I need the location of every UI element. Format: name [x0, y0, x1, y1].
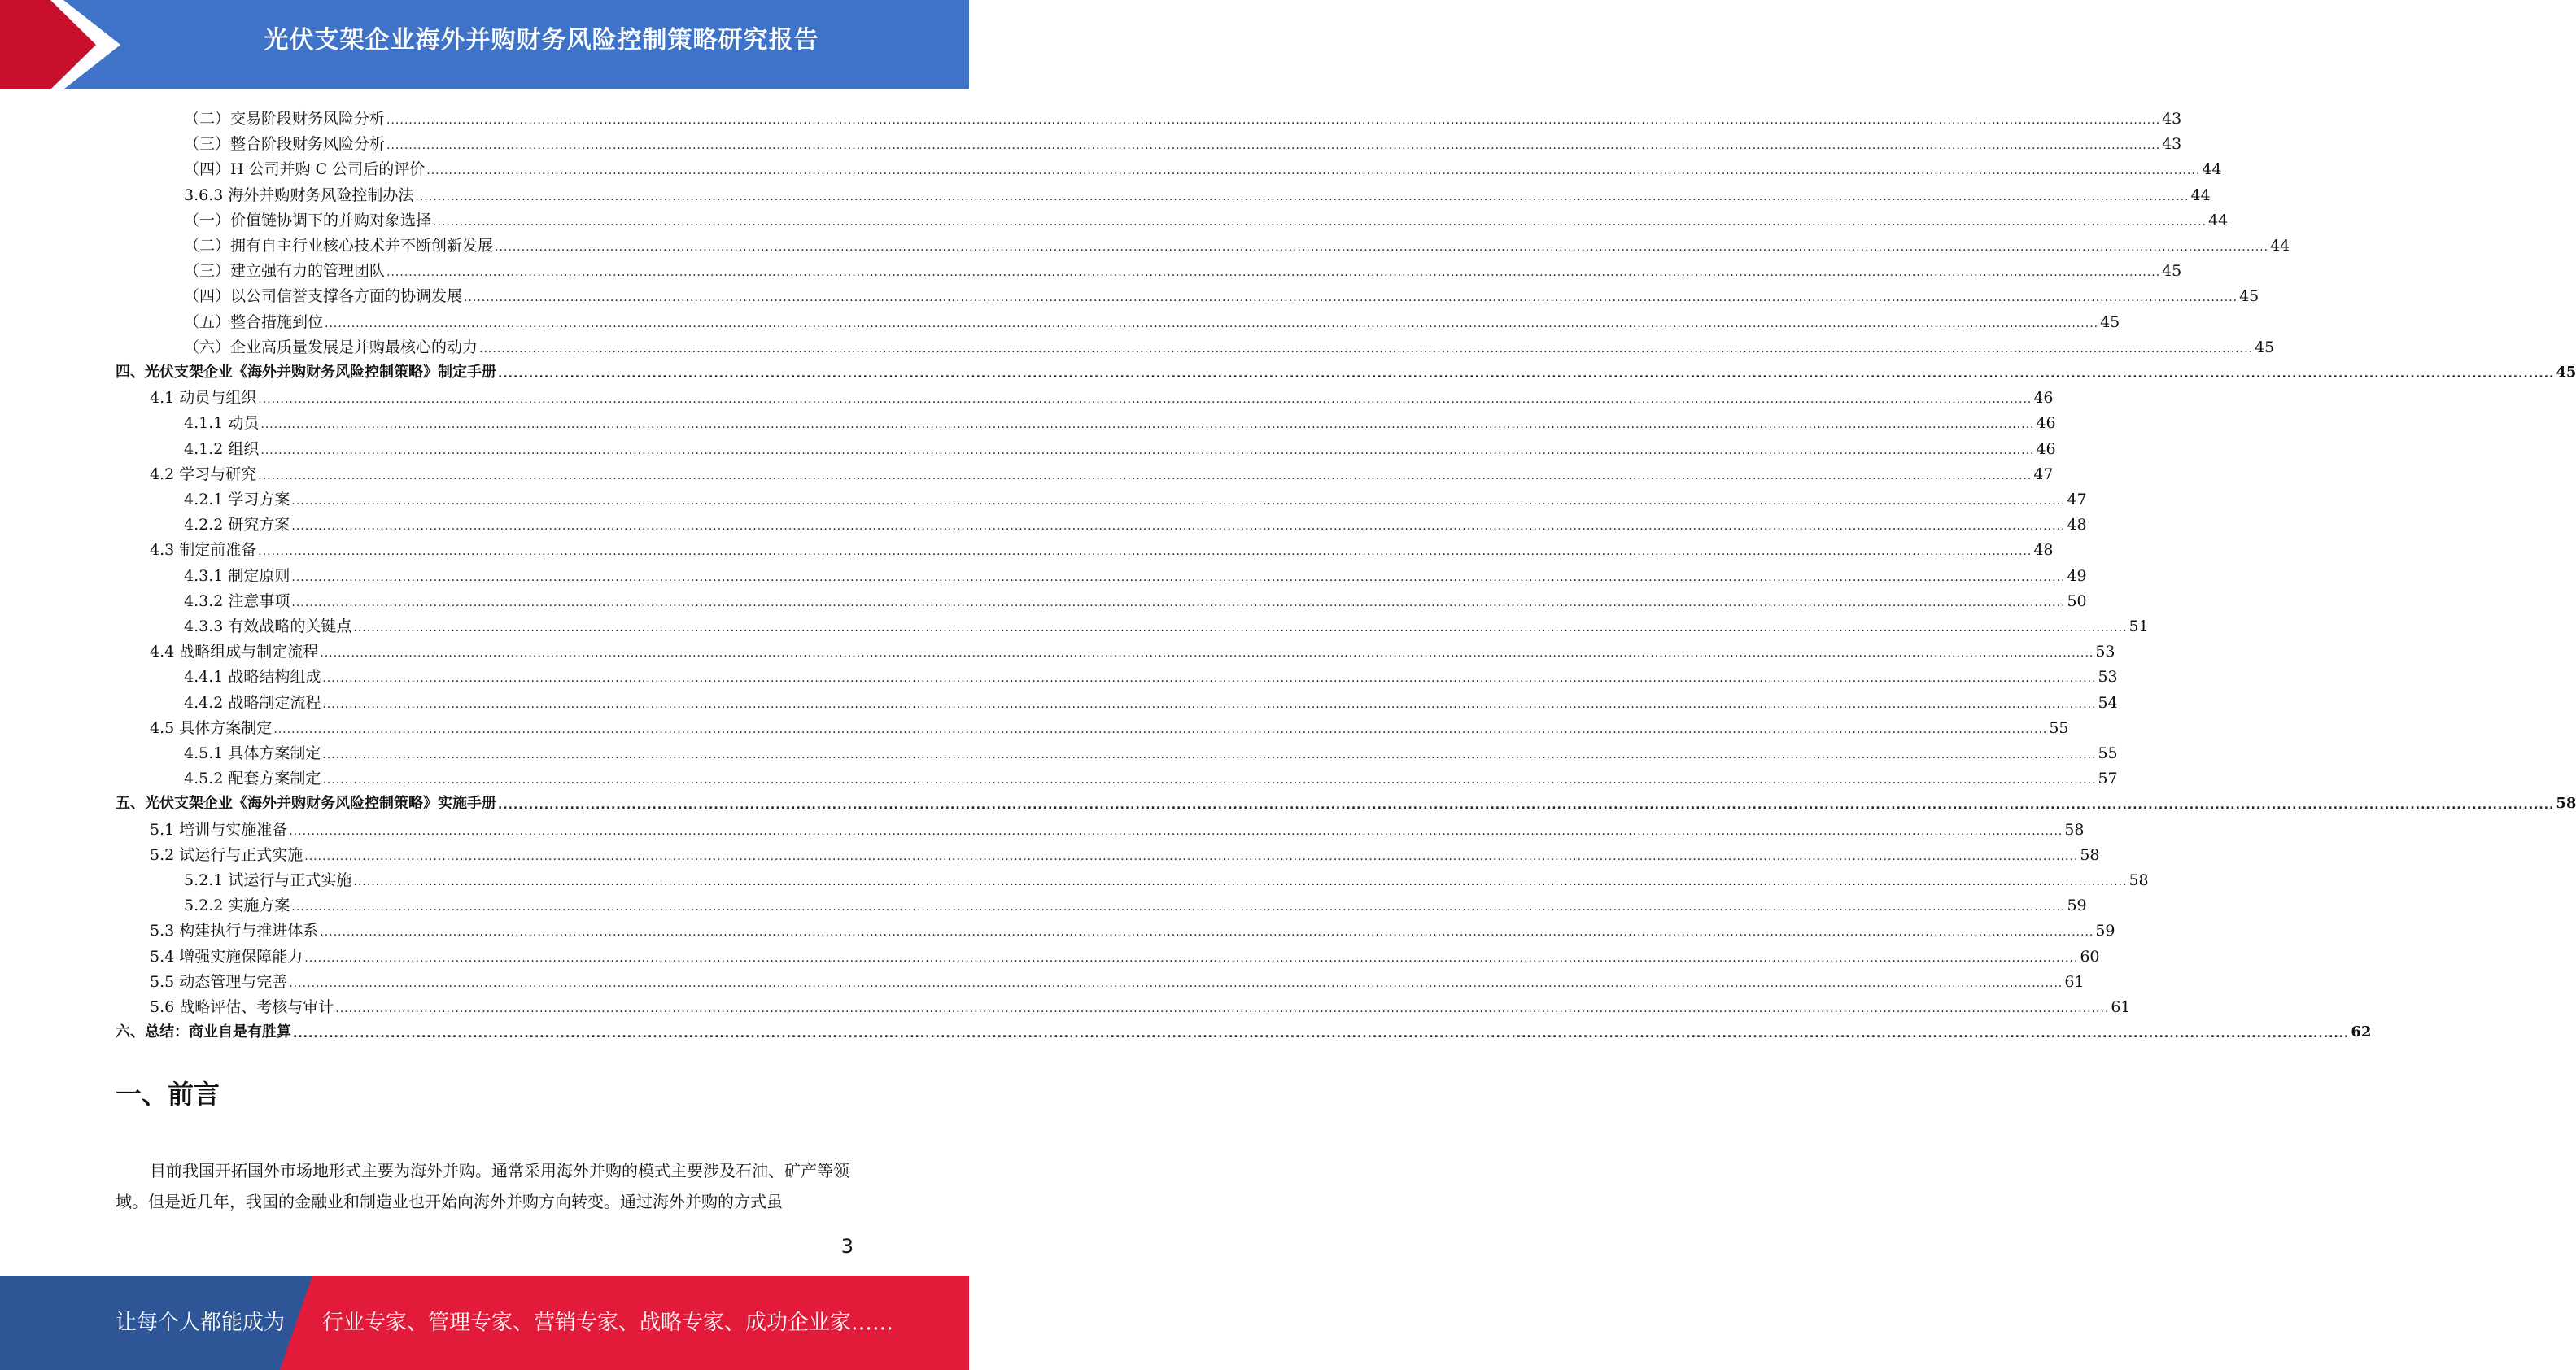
toc-entry[interactable]: [184, 739, 2118, 764]
toc-entry-title: 4.3.1 制定原则: [184, 567, 290, 585]
toc-entry-title: 4.4.2 战略制定流程: [184, 694, 321, 712]
toc-dot-leader: ................................................................................................................................................................................................................................................................................................................................................................................................................: [291, 596, 2066, 609]
page-number: 3: [840, 1235, 854, 1258]
footer-slogan-left: 让每个人都能成为: [116, 1311, 286, 1335]
toc-entry-page: 47: [2033, 465, 2054, 483]
toc-dot-leader: ................................................................................................................................................................................................................................................................................................................................................................................................................: [258, 545, 2032, 558]
toc-dot-leader: ................................................................................................................................................................................................................................................................................................................................................................................................................: [386, 114, 2161, 127]
toc-entry-title: 4.4.1 战略结构组成: [184, 668, 321, 686]
toc-entry-page: 44: [2208, 212, 2229, 229]
toc-entry-page: 44: [2202, 160, 2222, 178]
toc-dot-leader: ................................................................................................................................................................................................................................................................................................................................................................................................................: [260, 444, 2035, 457]
toc-dot-leader: ................................................................................................................................................................................................................................................................................................................................................................................................................: [498, 368, 2555, 381]
toc-entry[interactable]: [184, 866, 2149, 891]
document-title: 光伏支架企业海外并购财务风险控制策略研究报告: [264, 26, 819, 55]
toc-entry-title: （四）H 公司并购 C 公司后的评价: [184, 160, 426, 178]
toc-entry-title: 4.1.2 组织: [184, 440, 260, 458]
toc-entry-title: 4.2.1 学习方案: [184, 491, 290, 508]
toc-entry-title: 六、总结：商业自是有胜算: [116, 1023, 291, 1041]
toc-dot-leader: ................................................................................................................................................................................................................................................................................................................................................................................................................: [258, 393, 2032, 406]
toc-entry-title: 5.2.1 试运行与正式实施: [184, 871, 352, 889]
toc-entry-title: 5.6 战略评估、考核与审计: [150, 998, 334, 1016]
toc-entry[interactable]: [184, 129, 2182, 155]
chevron-arrow-icon: [0, 0, 130, 89]
toc-entry[interactable]: [184, 764, 2118, 789]
toc-dot-leader: ................................................................................................................................................................................................................................................................................................................................................................................................................: [386, 139, 2161, 152]
toc-entry[interactable]: [116, 358, 2576, 383]
toc-entry[interactable]: [150, 942, 2100, 967]
toc-entry[interactable]: [184, 688, 2118, 713]
toc-entry-page: 62: [2351, 1023, 2372, 1041]
toc-entry-page: 49: [2067, 567, 2087, 585]
toc-dot-leader: ................................................................................................................................................................................................................................................................................................................................................................................................................: [304, 850, 2079, 863]
toc-entry[interactable]: [150, 383, 2054, 408]
toc-entry-page: 48: [2033, 541, 2054, 559]
toc-entry-title: 4.5.2 配套方案制定: [184, 770, 321, 788]
toc-entry-page: 44: [2190, 186, 2211, 204]
toc-dot-leader: ................................................................................................................................................................................................................................................................................................................................................................................................................: [291, 571, 2066, 584]
toc-entry[interactable]: [150, 535, 2054, 561]
toc-entry-page: 45: [2255, 338, 2275, 356]
toc-dot-leader: ................................................................................................................................................................................................................................................................................................................................................................................................................: [498, 799, 2555, 812]
toc-entry-page: 45: [2556, 364, 2576, 381]
toc-entry-title: 4.2.2 研究方案: [184, 516, 290, 534]
toc-dot-leader: ................................................................................................................................................................................................................................................................................................................................................................................................................: [433, 216, 2207, 229]
toc-dot-leader: ................................................................................................................................................................................................................................................................................................................................................................................................................: [293, 1028, 2350, 1041]
toc-entry[interactable]: [150, 916, 2115, 941]
footer-slogan-right: 行业专家、管理专家、营销专家、战略专家、成功企业家……: [322, 1311, 894, 1335]
toc-dot-leader: ................................................................................................................................................................................................................................................................................................................................................................................................................: [335, 1002, 2110, 1015]
toc-dot-leader: ................................................................................................................................................................................................................................................................................................................................................................................................................: [289, 977, 2063, 990]
toc-entry-title: 4.3 制定前准备: [150, 541, 257, 559]
footer-banner: [0, 1276, 969, 1370]
toc-dot-leader: ................................................................................................................................................................................................................................................................................................................................................................................................................: [464, 291, 2238, 304]
toc-entry-title: 4.5 具体方案制定: [150, 719, 273, 737]
toc-entry[interactable]: [150, 460, 2054, 485]
toc-dot-leader: ................................................................................................................................................................................................................................................................................................................................................................................................................: [322, 672, 2097, 685]
toc-dot-leader: ................................................................................................................................................................................................................................................................................................................................................................................................................: [291, 520, 2066, 533]
toc-entry-page: 55: [2049, 719, 2069, 737]
toc-entry-page: 58: [2556, 795, 2576, 812]
toc-entry[interactable]: [184, 181, 2211, 206]
toc-entry-title: 4.1 动员与组织: [150, 389, 257, 407]
toc-dot-leader: ................................................................................................................................................................................................................................................................................................................................................................................................................: [291, 495, 2066, 508]
toc-entry-title: 五、光伏支架企业《海外并购财务风险控制策略》实施手册: [116, 795, 496, 812]
toc-entry-title: 5.1 培训与实施准备: [150, 821, 288, 839]
toc-dot-leader: ................................................................................................................................................................................................................................................................................................................................................................................................................: [320, 926, 2094, 939]
toc-entry[interactable]: [184, 485, 2087, 510]
toc-dot-leader: ................................................................................................................................................................................................................................................................................................................................................................................................................: [258, 469, 2032, 482]
toc-entry-page: 58: [2080, 846, 2100, 864]
toc-entry-page: 47: [2067, 491, 2087, 508]
toc-entry[interactable]: [184, 155, 2222, 180]
toc-entry-page: 58: [2064, 821, 2085, 839]
toc-entry-page: 58: [2128, 871, 2149, 889]
toc-dot-leader: ................................................................................................................................................................................................................................................................................................................................................................................................................: [320, 647, 2094, 660]
toc-entry-page: 55: [2098, 744, 2118, 762]
toc-entry[interactable]: [184, 587, 2087, 612]
toc-entry-page: 61: [2064, 973, 2085, 991]
toc-dot-leader: ................................................................................................................................................................................................................................................................................................................................................................................................................: [322, 748, 2097, 761]
toc-entry-page: 46: [2036, 440, 2056, 458]
toc-entry[interactable]: [184, 281, 2259, 307]
toc-entry[interactable]: [150, 840, 2100, 866]
toc-entry-title: 4.1.1 动员: [184, 414, 260, 432]
toc-entry-page: 51: [2128, 617, 2149, 635]
toc-entry-title: （五）整合措施到位: [184, 313, 324, 331]
toc-entry[interactable]: [184, 256, 2182, 281]
section-heading: 一、前言: [116, 1079, 220, 1110]
toc-dot-leader: ................................................................................................................................................................................................................................................................................................................................................................................................................: [353, 875, 2128, 888]
toc-entry-page: 43: [2162, 135, 2182, 153]
toc-entry-title: （四）以公司信誉支撑各方面的协调发展: [184, 287, 463, 305]
toc-dot-leader: ................................................................................................................................................................................................................................................................................................................................................................................................................: [273, 723, 2048, 736]
toc-entry-title: 4.5.1 具体方案制定: [184, 744, 321, 762]
toc-entry[interactable]: [184, 408, 2056, 434]
toc-dot-leader: ................................................................................................................................................................................................................................................................................................................................................................................................................: [495, 241, 2269, 254]
toc-dot-leader: ................................................................................................................................................................................................................................................................................................................................................................................................................: [415, 190, 2190, 203]
toc-entry-page: 43: [2162, 110, 2182, 128]
toc-entry[interactable]: [150, 815, 2085, 840]
toc-entry[interactable]: [150, 713, 2069, 739]
toc-entry-page: 46: [2033, 389, 2054, 407]
toc-entry[interactable]: [184, 891, 2087, 916]
toc-entry-page: 45: [2239, 287, 2259, 305]
toc-entry[interactable]: [184, 612, 2149, 637]
toc-dot-leader: ................................................................................................................................................................................................................................................................................................................................................................................................................: [479, 342, 2254, 356]
toc-entry-title: 5.2.2 实施方案: [184, 897, 290, 914]
toc-entry-title: 5.4 增强实施保障能力: [150, 948, 303, 966]
toc-entry-title: 3.6.3 海外并购财务风险控制办法: [184, 186, 414, 204]
toc-entry-title: （三）整合阶段财务风险分析: [184, 135, 386, 153]
toc-dot-leader: ................................................................................................................................................................................................................................................................................................................................................................................................................: [353, 622, 2128, 635]
toc-entry-page: 61: [2111, 998, 2131, 1016]
toc-entry-page: 48: [2067, 516, 2087, 534]
toc-entry-page: 57: [2098, 770, 2118, 788]
toc-entry-page: 46: [2036, 414, 2056, 432]
toc-entry-page: 45: [2162, 262, 2182, 280]
toc-dot-leader: ................................................................................................................................................................................................................................................................................................................................................................................................................: [325, 317, 2099, 330]
toc-entry-page: 54: [2098, 694, 2118, 712]
toc-entry-title: （二）交易阶段财务风险分析: [184, 110, 386, 128]
toc-dot-leader: ................................................................................................................................................................................................................................................................................................................................................................................................................: [304, 952, 2079, 965]
toc-entry-title: （二）拥有自主行业核心技术并不断创新发展: [184, 237, 494, 255]
toc-entry-title: 四、光伏支架企业《海外并购财务风险控制策略》制定手册: [116, 364, 496, 381]
toc-entry-title: 5.5 动态管理与完善: [150, 973, 288, 991]
toc-dot-leader: ................................................................................................................................................................................................................................................................................................................................................................................................................: [289, 825, 2063, 838]
toc-dot-leader: ................................................................................................................................................................................................................................................................................................................................................................................................................: [260, 418, 2035, 431]
toc-entry-title: 4.2 学习与研究: [150, 465, 257, 483]
toc-entry[interactable]: [184, 333, 2275, 358]
toc-entry-page: 59: [2095, 922, 2115, 940]
toc-entry[interactable]: [150, 637, 2115, 662]
toc-entry[interactable]: [150, 993, 2131, 1018]
body-paragraph: 目前我国开拓国外市场地形式主要为海外并购。通常采用海外并购的模式主要涉及石油、矿产等领域。但是近几年，我国的金融业和制造业也开始向海外并购方向转变。通过海外并购的方式虽: [116, 1161, 849, 1211]
toc-entry-title: 5.2 试运行与正式实施: [150, 846, 303, 864]
toc-entry-title: 5.3 构建执行与推进体系: [150, 922, 319, 940]
toc-entry-page: 50: [2067, 592, 2087, 610]
toc-entry[interactable]: [184, 561, 2087, 587]
toc-entry[interactable]: [184, 308, 2120, 333]
toc-dot-leader: ................................................................................................................................................................................................................................................................................................................................................................................................................: [386, 266, 2161, 279]
toc-entry-page: 53: [2095, 643, 2115, 661]
toc-entry-title: （一）价值链协调下的并购对象选择: [184, 212, 432, 229]
toc-entry[interactable]: [184, 231, 2290, 256]
header-banner: [0, 0, 969, 89]
toc-entry[interactable]: [150, 967, 2085, 993]
toc-dot-leader: ................................................................................................................................................................................................................................................................................................................................................................................................................: [322, 774, 2097, 787]
toc-entry-title: （六）企业高质量发展是并购最核心的动力: [184, 338, 478, 356]
toc-entry[interactable]: [184, 206, 2229, 231]
toc-entry[interactable]: [184, 510, 2087, 535]
toc-entry-title: 4.3.2 注意事项: [184, 592, 290, 610]
toc-dot-leader: ................................................................................................................................................................................................................................................................................................................................................................................................................: [322, 698, 2097, 711]
toc-entry[interactable]: [116, 789, 2576, 814]
toc-entry-page: 59: [2067, 897, 2087, 914]
toc-entry-page: 45: [2100, 313, 2120, 331]
toc-entry-page: 53: [2098, 668, 2118, 686]
toc-entry-title: 4.3.3 有效战略的关键点: [184, 617, 352, 635]
toc-entry-page: 60: [2080, 948, 2100, 966]
toc-dot-leader: ................................................................................................................................................................................................................................................................................................................................................................................................................: [291, 901, 2066, 914]
toc-dot-leader: ................................................................................................................................................................................................................................................................................................................................................................................................................: [426, 164, 2201, 177]
toc-entry[interactable]: [184, 104, 2182, 129]
toc-entry-title: （三）建立强有力的管理团队: [184, 262, 386, 280]
toc-entry[interactable]: [116, 1018, 2372, 1043]
toc-entry-title: 4.4 战略组成与制定流程: [150, 643, 319, 661]
toc-entry[interactable]: [184, 662, 2118, 687]
toc-entry-page: 44: [2270, 237, 2290, 255]
toc-entry[interactable]: [184, 434, 2056, 460]
